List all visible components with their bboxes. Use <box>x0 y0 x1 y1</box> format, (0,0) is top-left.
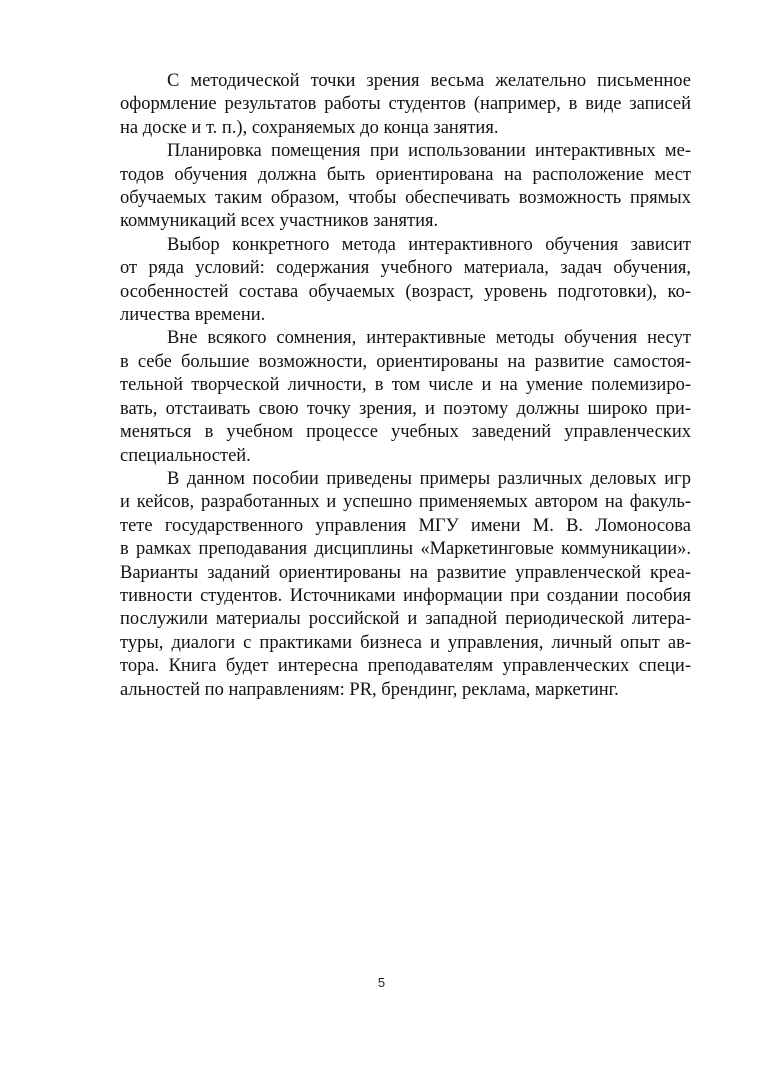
text-line: тодов обучения должна быть ориентирована на расположение мест <box>120 164 691 185</box>
text-line: Варианты заданий ориентированы на развитие управленческой креа- <box>120 562 691 583</box>
text-line: В данном пособии приведены примеры различных деловых игр <box>167 468 691 489</box>
text-line: С методической точки зрения весьма желательно письменное <box>167 71 691 91</box>
text-line: специальностей. <box>120 445 251 466</box>
paragraph-4 <box>73 327 691 467</box>
text-line: тора. Книга будет интересна преподавателям управленческих специ- <box>120 656 691 677</box>
page-number: 5 <box>377 975 386 990</box>
text-line: и кейсов, разработанных и успешно применяемых автором на факуль- <box>120 492 691 513</box>
text-line: коммуникаций всех участников занятия. <box>120 211 439 232</box>
text-line: тивности студентов. Источниками информации при создании пособия <box>120 585 691 606</box>
text-line: в себе большие возможности, ориентированы на развитие самостоя- <box>120 351 691 372</box>
text-line: вать, отстаивать свою точку зрения, и поэтому должны широко при- <box>120 398 691 419</box>
text-line: тельной творческой личности, в том числе и на умение полемизиро- <box>120 375 691 396</box>
paragraph-1 <box>73 70 691 140</box>
text-line: Вне всякого сомнения, интерактивные методы обучения несут <box>167 328 691 349</box>
text-line: личества времени. <box>120 305 266 326</box>
text-line: от ряда условий: содержания учебного материала, задач обучения, <box>120 258 691 279</box>
text-line: послужили материалы российской и западной периодической литера- <box>120 609 691 630</box>
text-line: в рамках преподавания дисциплины «Маркетинговые коммуникации». <box>120 539 691 560</box>
paragraph-5 <box>73 468 691 702</box>
page-body <box>73 70 691 702</box>
text-line: на доске и т. п.), сохраняемых до конца занятия. <box>120 117 499 138</box>
paragraph-2 <box>73 140 691 234</box>
text-line: туры, диалоги с практиками бизнеса и управления, личный опыт ав- <box>120 632 691 653</box>
text-line: обучаемых таким образом, чтобы обеспечивать возможность прямых <box>120 188 691 209</box>
text-line: Выбор конкретного метода интерактивного обучения зависит <box>167 234 691 255</box>
text-line: тете государственного управления МГУ имени М. В. Ломоносова <box>120 515 691 536</box>
text-line: особенностей состава обучаемых (возраст, уровень подготовки), ко- <box>120 281 691 302</box>
text-line: оформление результатов работы студентов (например, в виде записей <box>120 94 691 115</box>
text-line: Планировка помещения при использовании интерактивных ме- <box>167 141 691 162</box>
text-line: меняться в учебном процессе учебных заведений управленческих <box>120 422 691 443</box>
paragraph-3 <box>73 234 691 328</box>
text-line: альностей по направлениям: PR, брендинг, реклама, маркетинг. <box>120 679 619 700</box>
